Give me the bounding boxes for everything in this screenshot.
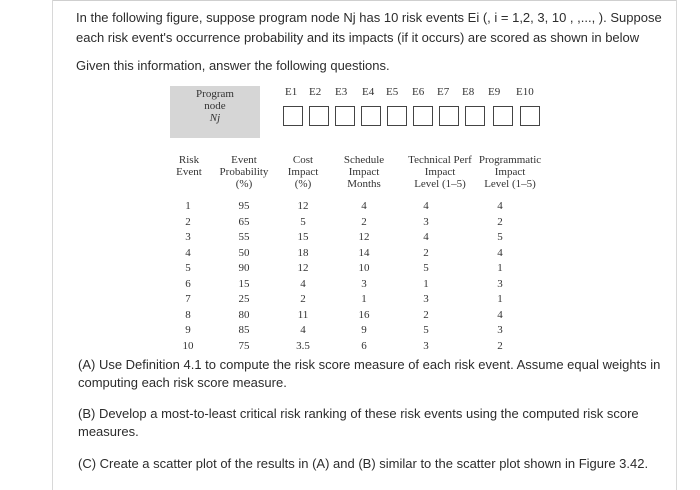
header-programmatic-line: Impact (494, 166, 526, 178)
cell-schedule: 16 (358, 308, 370, 321)
question-c: (C) Create a scatter plot of the results in (A) and (B) similar to the scatter plot shown in Figure 3.42. (78, 456, 649, 471)
intro-line-3: Given this information, answer the following questions. (76, 58, 390, 73)
cell-cost: 3.5 (296, 339, 310, 352)
cell-technical: 3 (423, 339, 429, 352)
event-header-6: E6 (412, 86, 425, 98)
cell-risk-event: 5 (185, 262, 191, 274)
header-cost-line: Cost (292, 154, 314, 166)
cell-risk-event: 7 (185, 293, 191, 305)
cell-schedule: 10 (358, 262, 370, 274)
node-symbol: Nj (209, 112, 221, 124)
event-box-9 (493, 106, 513, 126)
intro-line-2: each risk event's occurrence probability and its impacts (if it occurs) are scored as shown in below (76, 30, 640, 45)
event-header-5: E5 (386, 86, 399, 98)
question-b (78, 405, 668, 441)
cell-technical: 5 (423, 262, 429, 274)
cell-cost: 15 (297, 231, 309, 243)
event-box-6 (413, 106, 433, 126)
event-box-2 (309, 106, 329, 126)
cell-probability: 55 (238, 231, 250, 243)
cell-programmatic: 2 (497, 215, 503, 228)
event-box-1 (283, 106, 303, 126)
cell-schedule: 1 (361, 293, 367, 305)
cell-risk-event: 10 (182, 339, 194, 352)
event-header-2: E2 (309, 86, 322, 98)
cell-risk-event: 2 (185, 215, 191, 228)
header-probability-line: Event (231, 154, 257, 166)
event-header-1: E1 (285, 86, 298, 98)
cell-probability: 15 (238, 277, 250, 290)
frame-top-border (52, 0, 676, 1)
event-box-4 (361, 106, 381, 126)
cell-programmatic: 4 (497, 246, 503, 259)
cell-technical: 1 (423, 277, 429, 290)
header-cost-line: Impact (287, 166, 319, 178)
cell-cost: 12 (297, 262, 309, 274)
cell-technical: 5 (423, 324, 429, 336)
cell-risk-event: 9 (185, 324, 191, 336)
intro-paragraph (76, 8, 666, 48)
cell-programmatic: 4 (497, 200, 503, 212)
cell-schedule: 12 (358, 231, 370, 243)
cell-risk-event: 6 (185, 277, 191, 290)
cell-cost: 5 (300, 215, 306, 228)
cell-schedule: 3 (361, 277, 367, 290)
program-node-box (170, 86, 260, 138)
cell-probability: 90 (238, 262, 250, 274)
header-schedule-line: Months (347, 178, 381, 190)
cell-cost: 12 (297, 200, 309, 212)
cell-risk-event: 4 (185, 246, 191, 259)
cell-programmatic: 1 (497, 293, 503, 305)
cell-cost: 11 (297, 308, 309, 321)
cell-programmatic: 3 (497, 277, 503, 290)
header-technical-line: Impact (424, 166, 456, 178)
cell-risk-event: 3 (185, 231, 191, 243)
header-probability-line: (%) (235, 178, 253, 190)
cell-programmatic: 3 (497, 324, 503, 336)
cell-technical: 4 (423, 231, 429, 243)
cell-probability: 75 (238, 339, 250, 352)
intro-line-1: In the following figure, suppose program node Nj has 10 risk events Ei (, i = 1,2, 3, 10 , ,..., ). Suppose (76, 10, 662, 25)
cell-cost: 4 (300, 324, 306, 336)
event-box-10 (520, 106, 540, 126)
event-header-7: E7 (437, 86, 450, 98)
header-technical-line: Technical Perf (408, 154, 472, 166)
event-header-10: E10 (516, 86, 534, 98)
event-box-8 (465, 106, 485, 126)
cell-probability: 85 (238, 324, 250, 336)
cell-cost: 2 (300, 293, 306, 305)
header-cost-line: (%) (294, 178, 312, 190)
event-header-8: E8 (462, 86, 475, 98)
cell-risk-event: 8 (185, 308, 191, 321)
node-label: node (204, 100, 226, 112)
header-schedule-line: Impact (348, 166, 380, 178)
frame-right-border (676, 0, 677, 490)
cell-schedule: 9 (361, 324, 367, 336)
header-technical-line: Level (1–5) (414, 178, 466, 190)
header-risk_event-line: Event (176, 166, 202, 178)
cell-schedule: 2 (361, 215, 367, 228)
header-programmatic-line: Level (1–5) (484, 178, 536, 190)
cell-programmatic: 4 (497, 308, 503, 321)
cell-probability: 50 (238, 246, 250, 259)
header-programmatic (460, 154, 560, 190)
cell-programmatic: 5 (497, 231, 503, 243)
header-risk_event-line: Risk (178, 154, 200, 166)
cell-cost: 18 (297, 246, 309, 259)
cell-probability: 25 (238, 293, 250, 305)
cell-technical: 3 (423, 215, 429, 228)
frame-left-border (52, 0, 53, 490)
cell-programmatic: 1 (497, 262, 503, 274)
cell-technical: 2 (423, 308, 429, 321)
header-programmatic-line: Programmatic (478, 154, 542, 166)
header-schedule-line: Schedule (343, 154, 385, 166)
event-box-3 (335, 106, 355, 126)
event-header-3: E3 (335, 86, 348, 98)
event-header-4: E4 (362, 86, 375, 98)
event-box-5 (387, 106, 407, 126)
cell-schedule: 4 (361, 200, 367, 212)
cell-risk-event: 1 (185, 200, 191, 212)
cell-probability: 80 (238, 308, 250, 321)
cell-programmatic: 2 (497, 339, 503, 352)
cell-probability: 65 (238, 215, 250, 228)
cell-technical: 4 (423, 200, 429, 212)
question-a: (A) Use Definition 4.1 to compute the risk score measure of each risk event. Assume equal weights in computing each risk score measure. (78, 357, 661, 390)
question-b-text: (B) Develop a most-to-least critical risk ranking of these risk events using the computed risk score measures. (78, 406, 639, 439)
cell-technical: 2 (423, 246, 429, 259)
program-label: Program (196, 88, 234, 100)
cell-schedule: 14 (358, 246, 370, 259)
cell-technical: 3 (423, 293, 429, 305)
cell-probability: 95 (238, 200, 250, 212)
event-box-7 (439, 106, 459, 126)
cell-cost: 4 (300, 277, 306, 290)
cell-schedule: 6 (361, 339, 367, 352)
event-header-9: E9 (488, 86, 501, 98)
header-probability-line: Probability (219, 166, 269, 178)
